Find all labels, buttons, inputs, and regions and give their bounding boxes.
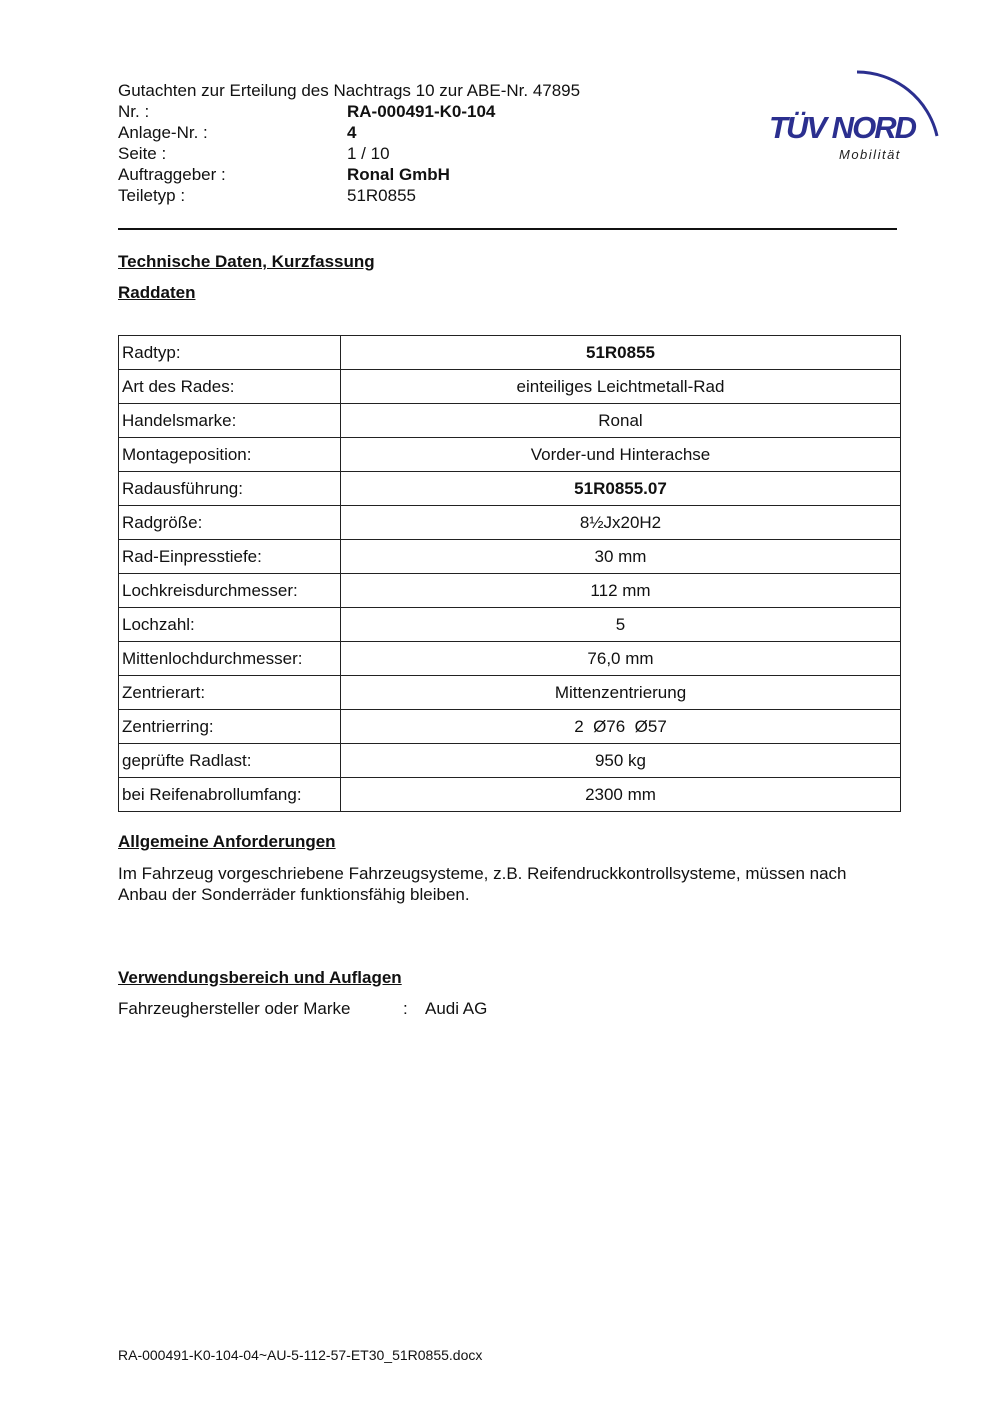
table-key: Radgröße: [119, 506, 341, 540]
header-value: RA-000491-K0-104 [347, 102, 496, 121]
header-divider [118, 228, 897, 230]
table-key: Lochzahl: [119, 608, 341, 642]
table-row [119, 574, 901, 608]
table-key: Art des Rades: [119, 370, 341, 404]
table-row [119, 336, 901, 370]
table-value: 950 kg [341, 744, 901, 778]
section-title-usage: Verwendungsbereich und Auflagen [118, 968, 402, 987]
header-row-nr [118, 101, 638, 122]
logo-brand-text: TÜV NORD [769, 110, 917, 145]
table-value: 5 [341, 608, 901, 642]
header-row-auftraggeber [118, 164, 638, 185]
document-subject: Gutachten zur Erteilung des Nachtrags 10 zur ABE-Nr. 47895 [118, 81, 581, 100]
table-value: 112 mm [341, 574, 901, 608]
footer-filename: RA-000491-K0-104-04~AU-5-112-57-ET30_51R0855.docx [118, 1347, 483, 1363]
header-label: Auftraggeber : [118, 165, 226, 184]
table-key: Rad-Einpresstiefe: [119, 540, 341, 574]
section-title-wheel: Raddaten [118, 283, 196, 302]
header-label: Nr. : [118, 102, 150, 121]
table-row [119, 404, 901, 438]
tuv-nord-logo [765, 60, 945, 165]
header-row-teiletyp [118, 185, 638, 206]
table-key: Handelsmarke: [119, 404, 341, 438]
table-value: Vorder-und Hinterachse [341, 438, 901, 472]
table-row [119, 472, 901, 506]
general-requirements-text: Im Fahrzeug vorgeschriebene Fahrzeugsysteme, z.B. Reifendruckkontrollsysteme, müssen nach Anbau der Sonderräder funktionsfähig bleiben. [118, 864, 847, 904]
document-header [118, 80, 638, 206]
logo-subline-text: Mobilität [839, 147, 901, 162]
table-key: Montageposition: [119, 438, 341, 472]
table-key: Zentrierart: [119, 676, 341, 710]
table-row [119, 608, 901, 642]
table-row [119, 370, 901, 404]
vehicle-value: Audi AG [425, 999, 488, 1018]
table-row [119, 778, 901, 812]
table-value: 2 Ø76 Ø57 [341, 710, 901, 744]
table-value: 51R0855.07 [341, 472, 901, 506]
header-label: Anlage-Nr. : [118, 123, 208, 142]
header-value: 4 [347, 123, 357, 142]
table-key: Radausführung: [119, 472, 341, 506]
table-key: bei Reifenabrollumfang: [119, 778, 341, 812]
vehicle-manufacturer-row [118, 999, 487, 1019]
section-title-tech: Technische Daten, Kurzfassung [118, 252, 375, 271]
table-key: geprüfte Radlast: [119, 744, 341, 778]
wheel-data-table [118, 335, 901, 812]
table-row [119, 744, 901, 778]
header-label: Teiletyp : [118, 186, 186, 205]
table-key: Mittenlochdurchmesser: [119, 642, 341, 676]
table-value: 30 mm [341, 540, 901, 574]
table-key: Radtyp: [119, 336, 341, 370]
header-label: Seite : [118, 144, 167, 163]
header-value: Ronal GmbH [347, 165, 450, 184]
table-value: einteiliges Leichtmetall-Rad [341, 370, 901, 404]
header-row-seite [118, 143, 638, 164]
vehicle-separator: : [403, 999, 408, 1018]
header-value: 51R0855 [347, 186, 417, 205]
table-key: Lochkreisdurchmesser: [119, 574, 341, 608]
table-row [119, 438, 901, 472]
table-value: 51R0855 [341, 336, 901, 370]
table-value: 8½Jx20H2 [341, 506, 901, 540]
table-value: 76,0 mm [341, 642, 901, 676]
vehicle-label: Fahrzeughersteller oder Marke [118, 999, 351, 1018]
table-row [119, 540, 901, 574]
header-value: 1 / 10 [347, 144, 390, 163]
table-row [119, 642, 901, 676]
section-title-general: Allgemeine Anforderungen [118, 832, 336, 851]
table-key: Zentrierring: [119, 710, 341, 744]
table-row [119, 710, 901, 744]
table-row [119, 506, 901, 540]
table-value: Ronal [341, 404, 901, 438]
table-value: 2300 mm [341, 778, 901, 812]
header-row-anlage [118, 122, 638, 143]
table-row [119, 676, 901, 710]
table-value: Mittenzentrierung [341, 676, 901, 710]
